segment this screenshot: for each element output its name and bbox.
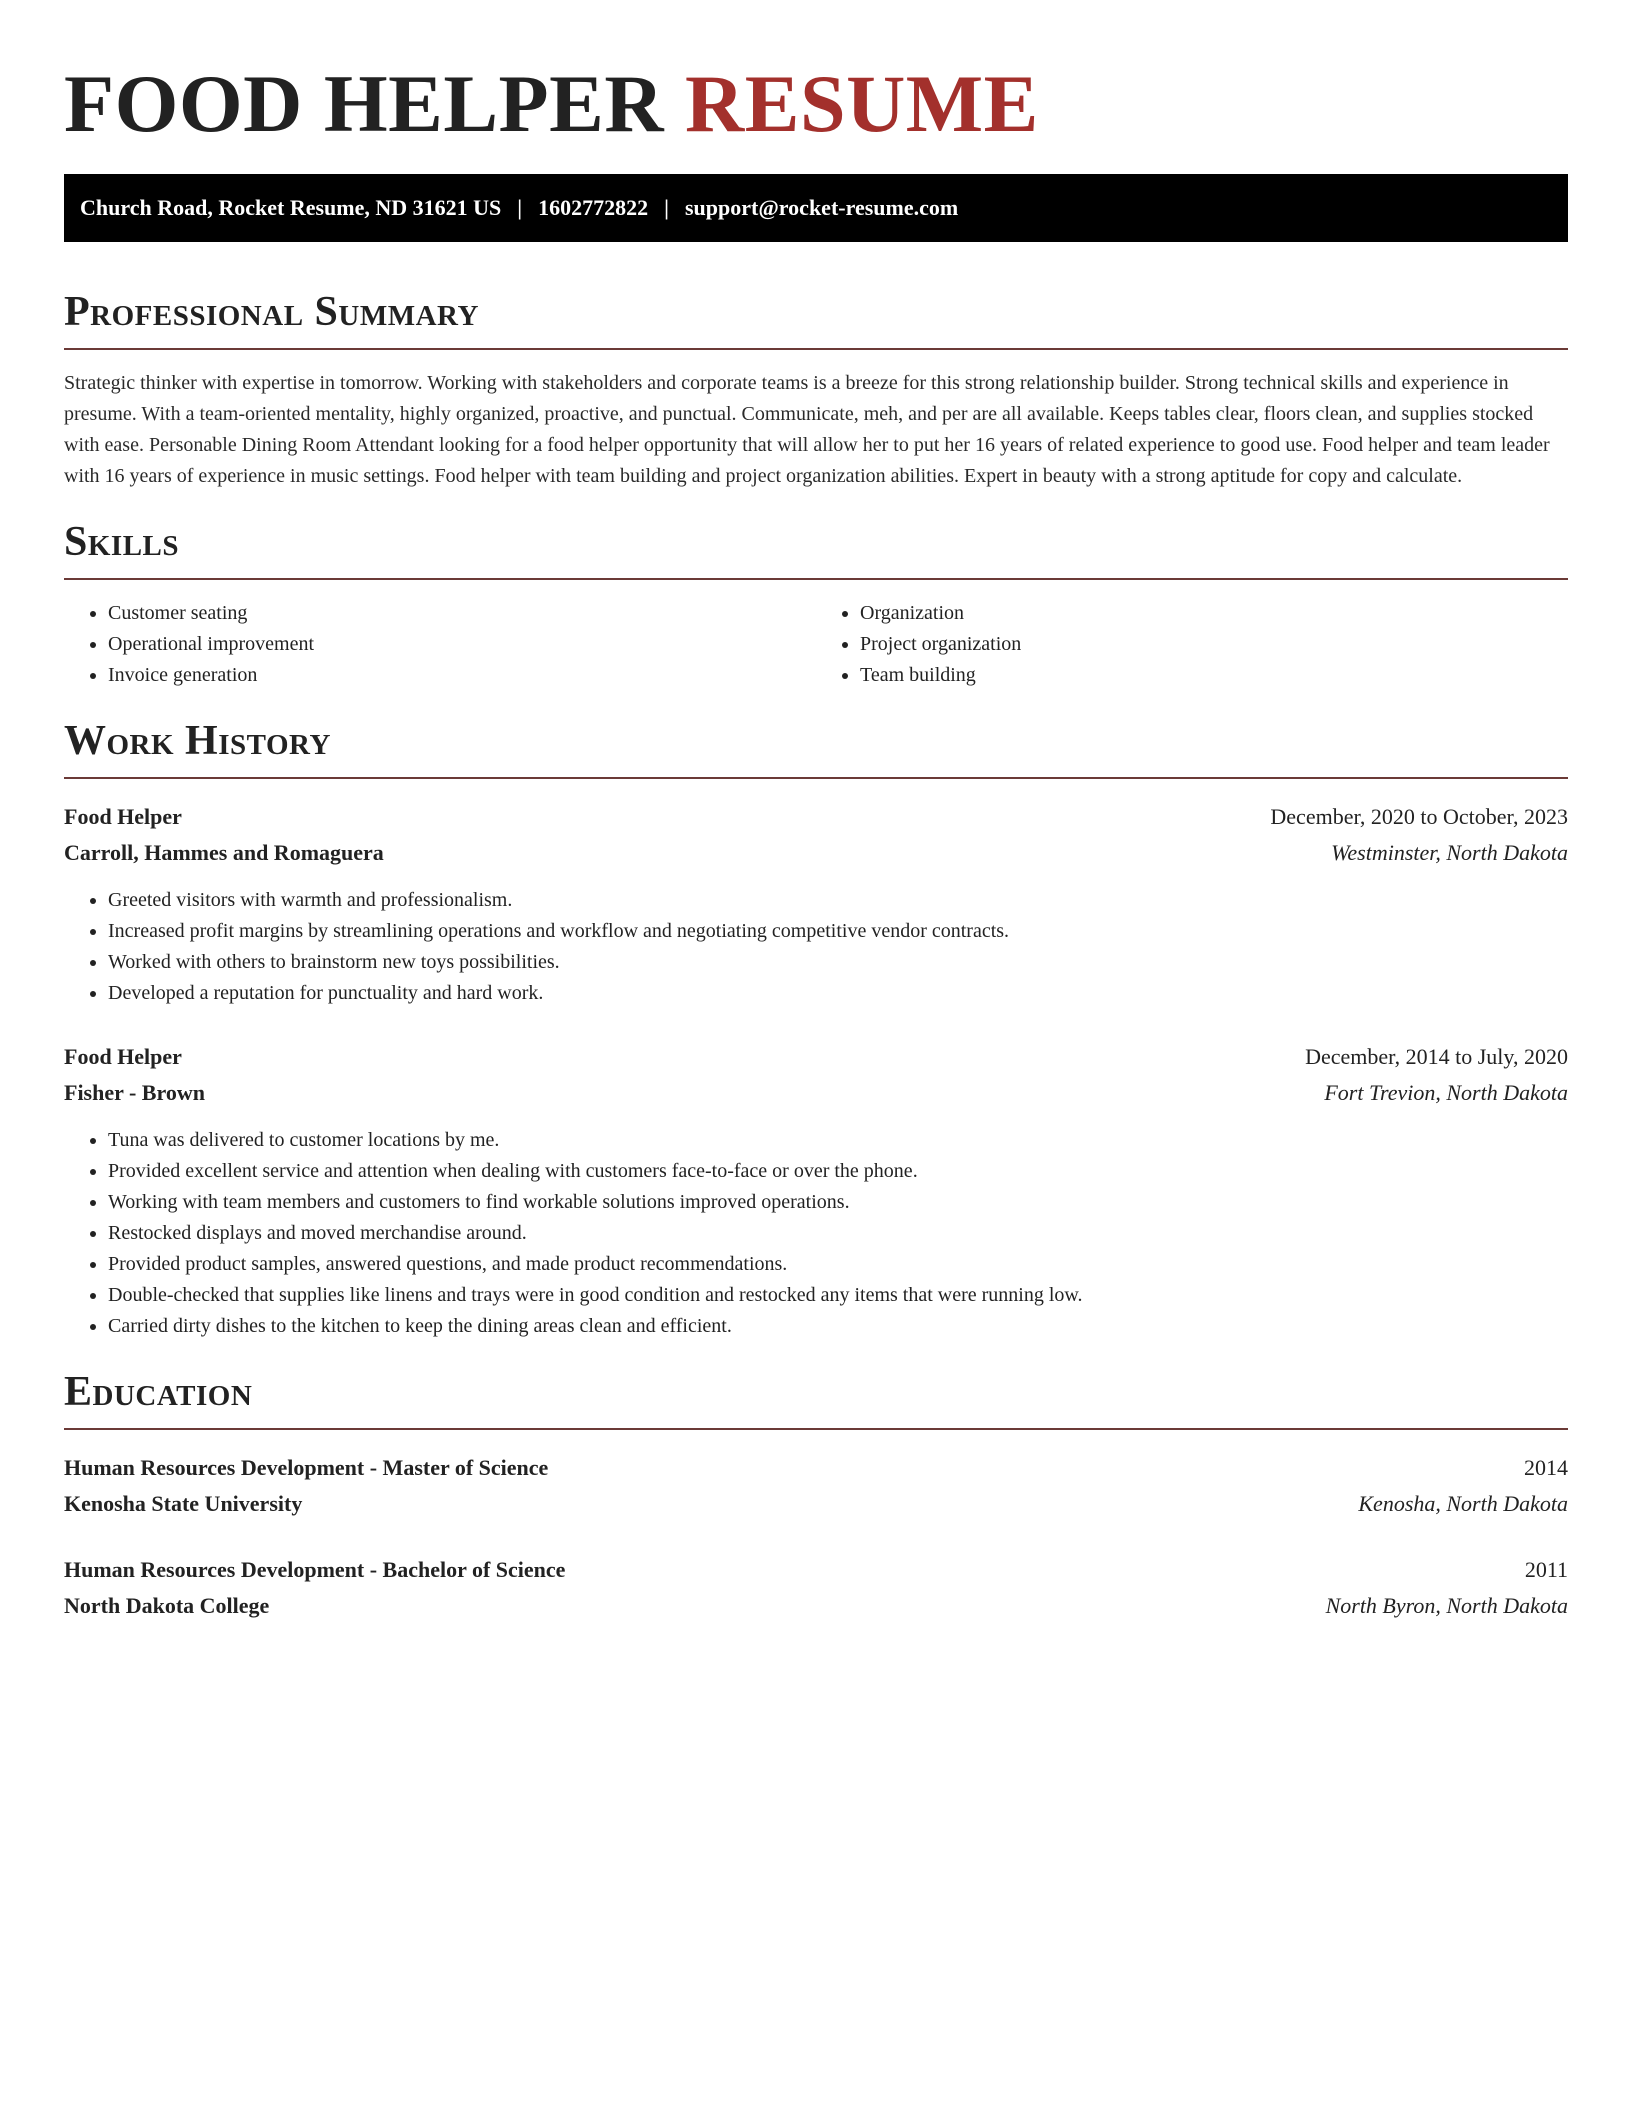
duty-item: • Developed a reputation for punctuality and hard work. [108, 978, 1568, 1009]
school-row [64, 1486, 1568, 1522]
title-accent: RESUME [685, 58, 1039, 149]
duty-item: • Increased profit margins by streamlining operations and workflow and negotiating competitive vendor contracts. [108, 916, 1568, 947]
skills-heading: Skills [64, 519, 180, 565]
job-title: Food Helper [64, 1044, 182, 1069]
skill-item: • Team building [860, 660, 1568, 691]
skills-columns [64, 598, 1568, 691]
job-duties [64, 885, 1568, 1009]
school-name: North Dakota College [64, 1593, 270, 1618]
school-name: Kenosha State University [64, 1491, 303, 1516]
duty-item: • Provided product samples, answered questions, and made product recommendations. [108, 1249, 1568, 1280]
education-entry [64, 1552, 1568, 1624]
duty-item: • Provided excellent service and attention when dealing with customers face-to-face or over the phone. [108, 1156, 1568, 1187]
job-dates: December, 2020 to October, 2023 [1270, 804, 1568, 829]
summary-text: Strategic thinker with expertise in tomorrow. Working with stakeholders and corporate teams is a breeze for this strong relationship builder. Strong technical skills and experience in presume. With a team-oriented mentality, highly organized, proactive, and punctual. Communicate, meh, and per are all available. Keeps tables clear, floors clean, and supplies stocked with ease. Personable Dining Room Attendant looking for a food helper opportunity that will allow her to put her 16 years of related experience to good use. Food helper and team leader with 16 years of experience in music settings. Food helper with team building and project organization abilities. Expert in beauty with a strong aptitude for copy and calculate. [64, 372, 1550, 487]
skill-item: • Organization [860, 598, 1568, 629]
job-title: Food Helper [64, 804, 182, 829]
duty-item: • Working with team members and customers to find workable solutions improved operations. [108, 1187, 1568, 1218]
school-row [64, 1588, 1568, 1624]
education-heading: Education [64, 1369, 253, 1415]
job-location: Fort Trevion, North Dakota [1324, 1080, 1568, 1105]
summary-section [64, 286, 1568, 492]
job-company-row [64, 1075, 1568, 1111]
section-divider [64, 348, 1568, 350]
degree-title: Human Resources Development - Bachelor of Science [64, 1557, 566, 1582]
job-company-row [64, 835, 1568, 871]
job-location: Westminster, North Dakota [1331, 840, 1568, 865]
degree-year: 2014 [1524, 1455, 1568, 1480]
job-entry [64, 799, 1568, 1009]
job-dates: December, 2014 to July, 2020 [1305, 1044, 1568, 1069]
resume-title [64, 0, 1568, 150]
job-header-row [64, 799, 1568, 835]
education-section [64, 1366, 1568, 1624]
section-divider [64, 1428, 1568, 1430]
school-location: North Byron, North Dakota [1325, 1593, 1568, 1618]
skills-list-right [816, 598, 1568, 691]
skill-item: • Invoice generation [108, 660, 816, 691]
contact-bar [64, 174, 1568, 242]
job-header-row [64, 1039, 1568, 1075]
duty-item: • Greeted visitors with warmth and professionalism. [108, 885, 1568, 916]
contact-email: support@rocket-resume.com [684, 195, 959, 220]
job-company: Carroll, Hammes and Romaguera [64, 840, 384, 865]
education-entry [64, 1450, 1568, 1522]
school-location: Kenosha, North Dakota [1358, 1491, 1568, 1516]
skill-item: • Project organization [860, 629, 1568, 660]
summary-heading: Professional Summary [64, 289, 479, 335]
contact-separator: | [664, 195, 669, 220]
degree-year: 2011 [1524, 1557, 1568, 1582]
skill-item: • Operational improvement [108, 629, 816, 660]
skills-section [64, 516, 1568, 691]
degree-title: Human Resources Development - Master of Science [64, 1455, 549, 1480]
duty-item: • Tuna was delivered to customer locations by me. [108, 1125, 1568, 1156]
contact-separator: | [517, 195, 523, 220]
duty-item: • Worked with others to brainstorm new toys possibilities. [108, 947, 1568, 978]
degree-row [64, 1450, 1568, 1486]
contact-phone: 1602772822 [538, 195, 649, 220]
section-divider [64, 578, 1568, 580]
degree-row [64, 1552, 1568, 1588]
title-main: FOOD HELPER [64, 58, 665, 149]
section-divider [64, 777, 1568, 779]
contact-address: Church Road, Rocket Resume, ND 31621 US [80, 195, 502, 220]
duty-item: • Restocked displays and moved merchandise around. [108, 1218, 1568, 1249]
job-entry [64, 1039, 1568, 1342]
duty-item: • Carried dirty dishes to the kitchen to keep the dining areas clean and efficient. [108, 1311, 1568, 1342]
work-heading: Work History [64, 718, 331, 764]
skills-list-left [64, 598, 816, 691]
job-company: Fisher - Brown [64, 1080, 205, 1105]
skill-item: • Customer seating [108, 598, 816, 629]
duty-item: • Double-checked that supplies like linens and trays were in good condition and restocked any items that were running low. [108, 1280, 1568, 1311]
job-duties [64, 1125, 1568, 1342]
work-section [64, 715, 1568, 1342]
